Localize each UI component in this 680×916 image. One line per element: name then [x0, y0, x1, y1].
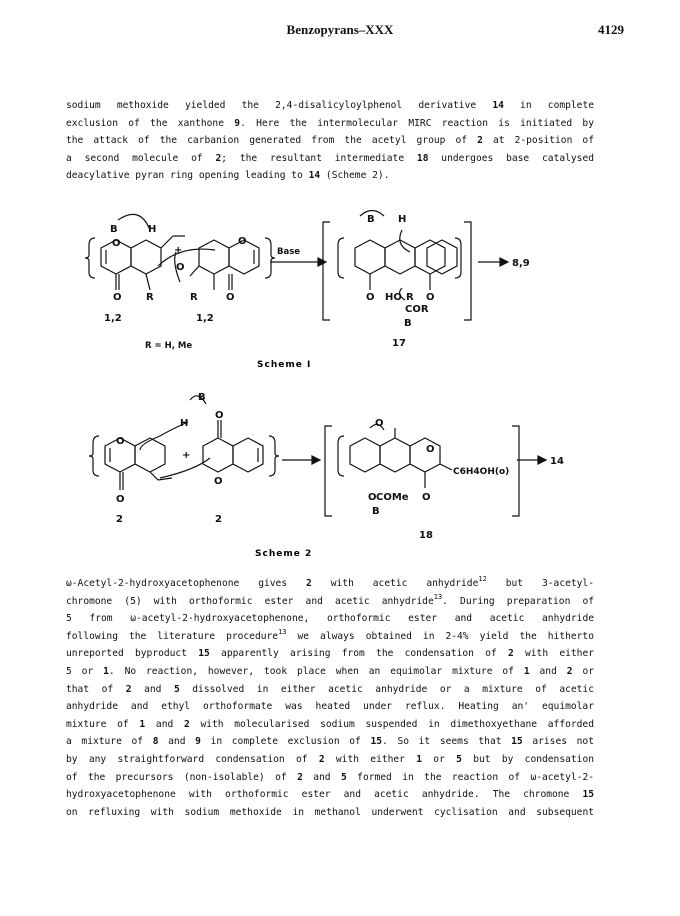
text-run: unreported byproduct: [66, 648, 199, 660]
text-run: 5 from ω-acetyl-2-hydroxyacetophenone, orthoformic ester and acetic anhydride: [66, 613, 594, 625]
text-line: [66, 716, 594, 734]
text-run: and: [131, 683, 174, 695]
text-run: and: [302, 771, 341, 783]
base-label: Base: [277, 247, 301, 257]
compound-number: 9: [234, 117, 241, 129]
text-line: [66, 698, 594, 716]
compound-number: 18: [416, 152, 429, 164]
text-run: anhydride and ethyl orthoformate was heated under reflux. Heating an' equimolar: [66, 701, 594, 713]
text-run: but by condensation: [461, 753, 594, 765]
running-header-title: Benzopyrans–XXX: [286, 22, 394, 37]
oxygen-atom: O: [214, 476, 223, 487]
text-run: (Scheme 2).: [320, 170, 390, 182]
text-line: [66, 610, 594, 628]
text-run: hydroxyacetophenone with orthoformic ester and acetic anhydride. The chromone: [66, 789, 583, 801]
compound-number: 2: [297, 771, 303, 783]
reactant-label-left: 1,2: [104, 313, 122, 324]
intermediate-label-17: 17: [392, 338, 406, 349]
oxygen-atom: O: [368, 492, 377, 503]
scheme-1-caption: Scheme I: [257, 360, 312, 370]
text-run: sodium methoxide yielded the 2,4-disalicyloylphenol derivative: [66, 100, 493, 111]
text-run: apparently arising from the condensation of: [209, 648, 508, 660]
text-run: or: [572, 665, 594, 677]
compound-number: 2: [215, 152, 222, 164]
reactant-label-right: 1,2: [196, 313, 214, 324]
oxygen-atom: O: [366, 292, 375, 303]
acyl-group: COR: [405, 304, 429, 315]
compound-number: 2: [566, 665, 573, 677]
text-run: by any straightforward condensation of: [66, 753, 319, 765]
compound-number: 15: [198, 648, 210, 660]
text-run: ; the resultant intermediate: [221, 152, 417, 164]
text-run: on refluxing with sodium methoxide in methanol underwent cyclisation and subsequent: [66, 806, 594, 818]
hydrogen-atom: H: [180, 418, 189, 429]
hydroxy-group: HO: [385, 292, 402, 303]
reactant-label-right: 2: [215, 514, 222, 525]
compound-number: 2: [477, 135, 483, 147]
base-atom: B: [367, 214, 375, 225]
oxygen-atom: O: [238, 236, 247, 247]
text-run: that of: [66, 683, 126, 695]
reactant-label-left: 2: [116, 514, 123, 525]
compound-number: 15: [582, 789, 594, 801]
text-run: ω-Acetyl-2-hydroxyacetophenone gives: [66, 578, 307, 589]
compound-number: 9: [195, 736, 201, 748]
text-run: with acetic anhydride: [311, 578, 479, 589]
product-label-8-9: 8,9: [512, 258, 530, 269]
text-run: formed in the reaction of ω-acetyl-2-: [346, 771, 594, 783]
oxygen-atom: O: [116, 436, 125, 447]
text-line: [66, 575, 594, 593]
oxygen-atom: O: [226, 292, 235, 303]
compound-number: 1: [139, 718, 146, 730]
text-run: with either: [324, 753, 417, 765]
oxygen-atom: O: [375, 418, 384, 429]
text-line: [66, 769, 594, 787]
text-run: of the precursors (non-isolable) of: [66, 771, 298, 783]
text-run: but 3-acetyl-: [486, 578, 594, 589]
oxygen-atom: O: [176, 262, 185, 273]
compound-number: 2: [306, 578, 312, 589]
text-run: a second molecule of: [66, 152, 216, 164]
text-run: with either: [513, 648, 595, 660]
acetyl-group: COMe: [376, 492, 409, 503]
text-run: with molecularised sodium suspended in dimethoxyethane afforded: [189, 718, 594, 730]
r-group: R: [190, 292, 198, 303]
text-run: . Here the intermolecular MIRC reaction is initiated by: [240, 117, 594, 129]
text-line: [66, 681, 594, 699]
text-run: . During preparation of: [442, 595, 594, 607]
text-run: a mixture of: [66, 736, 153, 748]
text-run: dissolved in either acetic anhydride or a mixture of acetic: [179, 683, 594, 695]
text-run: exclusion of the xanthone: [66, 117, 235, 129]
oxygen-atom: O: [113, 292, 122, 303]
text-line: [66, 804, 594, 822]
oxygen-atom: O: [215, 410, 224, 421]
text-run: following the literature procedure: [66, 630, 279, 642]
r-definition: R = H, Me: [145, 341, 193, 351]
text-line: [66, 733, 594, 751]
oxygen-atom: O: [116, 494, 125, 505]
hydrogen-atom: H: [398, 214, 407, 225]
plus-sign: +: [174, 245, 183, 256]
compound-number: 5: [340, 771, 347, 783]
base-atom: B: [404, 318, 412, 329]
compound-number: 15: [511, 736, 523, 748]
text-run: . So it seems that: [382, 736, 512, 748]
text-run: and: [529, 665, 567, 677]
reference-superscript: 13: [433, 592, 443, 601]
text-run: and: [158, 736, 196, 748]
text-run: we always obtained in 2-4% yield the hitherto: [286, 630, 594, 642]
text-run: arises not: [522, 736, 594, 748]
text-line: [66, 786, 594, 804]
r-group: R: [146, 292, 154, 303]
paragraph-2: [66, 575, 594, 821]
product-label-14: 14: [550, 456, 564, 467]
compound-number: 1: [523, 665, 530, 677]
text-run: and: [145, 718, 184, 730]
text-run: 5 or: [66, 665, 104, 677]
base-atom: B: [372, 506, 380, 517]
scheme-2-atoms: [116, 392, 564, 541]
compound-number: 1: [416, 753, 423, 765]
text-run: in complete: [503, 100, 594, 111]
aryl-substituent: C6H4OH(o): [453, 467, 510, 477]
text-run: the attack of the carbanion generated from the acetyl group of: [66, 135, 478, 147]
text-run: deacylative pyran ring opening leading to: [66, 170, 309, 182]
compound-number: 2: [318, 753, 325, 765]
compound-number: 14: [308, 170, 321, 182]
scheme-2-caption: Scheme 2: [255, 549, 313, 559]
page-number: 4129: [598, 22, 624, 37]
text-run: mixture of: [66, 718, 140, 730]
compound-number: 15: [370, 736, 383, 748]
compound-number: 5: [173, 683, 180, 695]
intermediate-label-18: 18: [419, 530, 433, 541]
scheme-2-structures: [89, 396, 546, 516]
text-run: or: [422, 753, 457, 765]
compound-number: 2: [507, 648, 514, 660]
reference-superscript: 13: [278, 627, 287, 636]
compound-number: 14: [492, 100, 504, 111]
text-line: [66, 628, 594, 646]
text-run: chromone (5) with orthoformic ester and acetic anhydride: [66, 595, 434, 607]
plus-sign: +: [182, 450, 191, 461]
base-atom: B: [110, 224, 118, 235]
compound-number: 2: [183, 718, 190, 730]
scheme-1-atoms: [104, 214, 530, 351]
text-line: [66, 751, 594, 769]
oxygen-atom: O: [426, 444, 435, 455]
text-line: [66, 645, 594, 663]
oxygen-atom: O: [422, 492, 431, 503]
text-run: . No reaction, however, took place when an equimolar mixture of: [108, 665, 524, 677]
hydrogen-atom: H: [148, 224, 157, 235]
r-group: R: [406, 292, 414, 303]
oxygen-atom: O: [112, 238, 121, 249]
reference-superscript: 12: [478, 575, 487, 583]
compound-number: 5: [456, 753, 462, 765]
text-run: undergoes base catalysed: [428, 152, 595, 164]
text-line: [66, 593, 594, 611]
text-run: in complete exclusion of: [200, 736, 371, 748]
text-run: at 2-position of: [482, 135, 594, 147]
compound-number: 2: [125, 683, 132, 695]
text-line: [66, 663, 594, 681]
compound-number: 1: [103, 665, 109, 677]
oxygen-atom: O: [426, 292, 435, 303]
base-atom: B: [198, 392, 206, 403]
compound-number: 8: [152, 736, 159, 748]
